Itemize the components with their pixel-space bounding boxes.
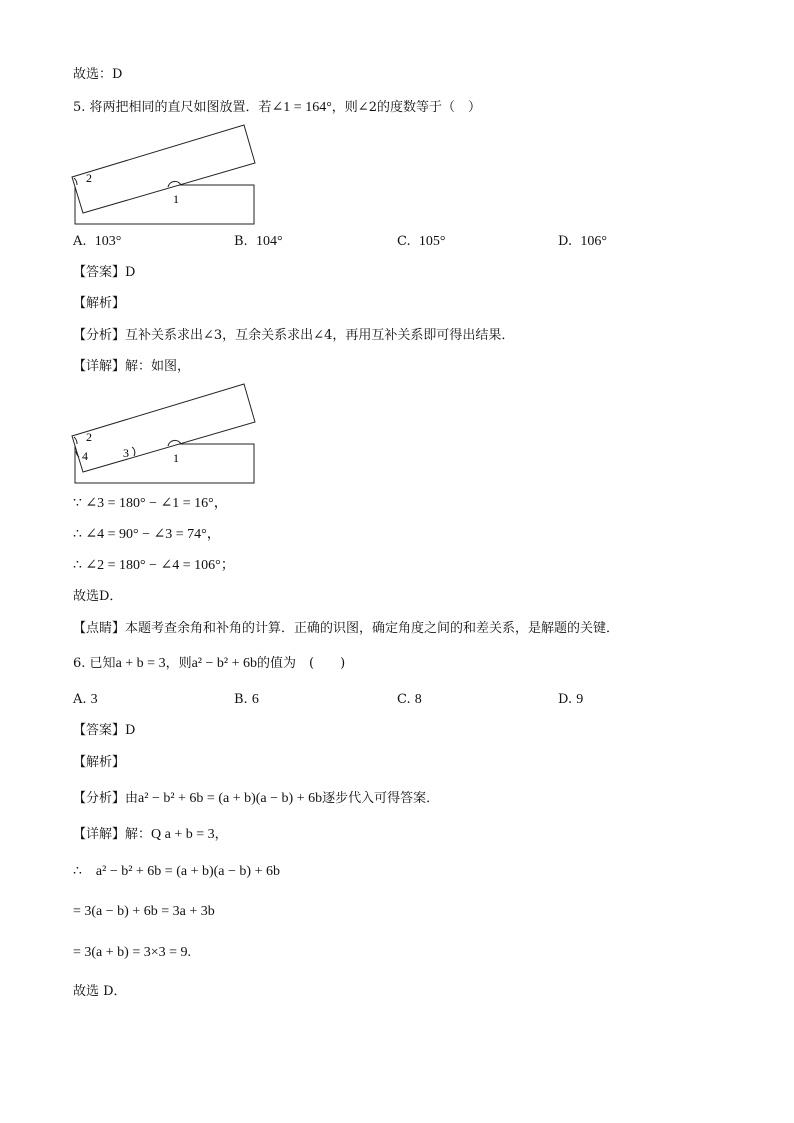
fenxi-tail: 逐步代入可得答案． [322, 791, 440, 806]
upper-ruler [72, 384, 255, 472]
xiangjie-text: 解：如图， [125, 359, 191, 374]
q5-fenxi [73, 327, 514, 345]
dianjing-label: 【点睛】 [73, 621, 126, 636]
xiangjie-tail: ， [214, 827, 228, 842]
q6-stem-math-1: a + b = 3 [115, 656, 166, 671]
q6-conclusion: 故选 D． [73, 984, 127, 999]
angle-3-label: 3 [123, 446, 129, 460]
q5-jiexi-label: 【解析】 [73, 296, 126, 311]
angle-2-label: 2 [86, 171, 92, 185]
q6-step-2: = 3(a − b) + 6b = 3a + 3b [73, 904, 215, 919]
xiangjie-label: 【详解】 [73, 827, 126, 842]
fenxi-pre: 由 [125, 791, 139, 806]
fenxi-text: 互补关系求出∠3，互余关系求出∠4，再用互补关系即可得出结果． [125, 328, 515, 343]
q6-stem [73, 655, 345, 673]
q6-step-1: ∴ a² − b² + 6b = (a + b)(a − b) + 6b [73, 864, 280, 879]
q6-option-c: C. 8 [397, 692, 422, 707]
q6-answer [73, 722, 135, 740]
angle-1-label: 1 [173, 451, 179, 465]
fenxi-math: a² − b² + 6b = (a + b)(a − b) + 6b [138, 791, 323, 806]
q6-stem-tail: 的值为 ( ) [257, 656, 346, 671]
q6-option-a: A. 3 [73, 692, 98, 707]
answer-value: D [125, 723, 136, 738]
q5-stem [73, 99, 481, 117]
q6-option-d: D. 9 [558, 692, 584, 707]
answer-value: D [125, 265, 136, 280]
answer-label: 【答案】 [73, 723, 126, 738]
q6-xiangjie [73, 826, 228, 844]
q6-jiexi-label: 【解析】 [73, 755, 126, 770]
q6-number: 6. [73, 656, 86, 671]
angle-2-label: 2 [86, 430, 92, 444]
q5-option-d: D. 106° [558, 234, 607, 249]
xiangjie-pre: 解： [125, 827, 152, 842]
q5-option-c: C. 105° [397, 234, 446, 249]
q5-option-b: B. 104° [234, 234, 283, 249]
q5-conclusion: 故选D． [73, 589, 123, 604]
q5-option-a: A. 103° [73, 234, 122, 249]
q5-step-2: ∴ ∠4 = 90° − ∠3 = 74°， [73, 527, 221, 542]
q5-stem-text: 将两把相同的直尺如图放置．若 [89, 100, 272, 115]
q5-answer [73, 264, 135, 282]
q6-step-3: = 3(a + b) = 3×3 = 9. [73, 945, 192, 960]
previous-conclusion: 故选：D [73, 67, 123, 82]
q5-stem-tail: ，则∠2的度数等于（ ） [331, 100, 481, 115]
xiangjie-math: Q a + b = 3 [151, 827, 215, 842]
q5-stem-math: ∠1 = 164° [271, 100, 332, 115]
q5-solution-figure [70, 381, 260, 487]
q5-number: 5. [73, 100, 86, 115]
angle-4-label: 4 [82, 449, 88, 463]
q6-option-b: B. 6 [234, 692, 259, 707]
fenxi-label: 【分析】 [73, 328, 126, 343]
angle-1-label: 1 [173, 192, 179, 206]
q5-dianjing [73, 620, 619, 638]
q6-stem-math-2: a² − b² + 6b [191, 656, 257, 671]
xiangjie-label: 【详解】 [73, 359, 126, 374]
fenxi-label: 【分析】 [73, 791, 126, 806]
q6-stem-mid: ，则 [165, 656, 192, 671]
q5-xiangjie [73, 358, 190, 376]
upper-ruler [72, 125, 255, 213]
q6-stem-pre: 已知 [89, 656, 116, 671]
dianjing-text: 本题考查余角和补角的计算．正确的识图，确定角度之间的和差关系，是解题的关键． [125, 621, 620, 636]
q5-step-3: ∴ ∠2 = 180° − ∠4 = 106°； [73, 558, 235, 573]
q6-fenxi [73, 790, 439, 808]
q5-step-1: ∵ ∠3 = 180° − ∠1 = 16°， [73, 496, 228, 511]
answer-label: 【答案】 [73, 265, 126, 280]
q5-figure [70, 122, 260, 228]
